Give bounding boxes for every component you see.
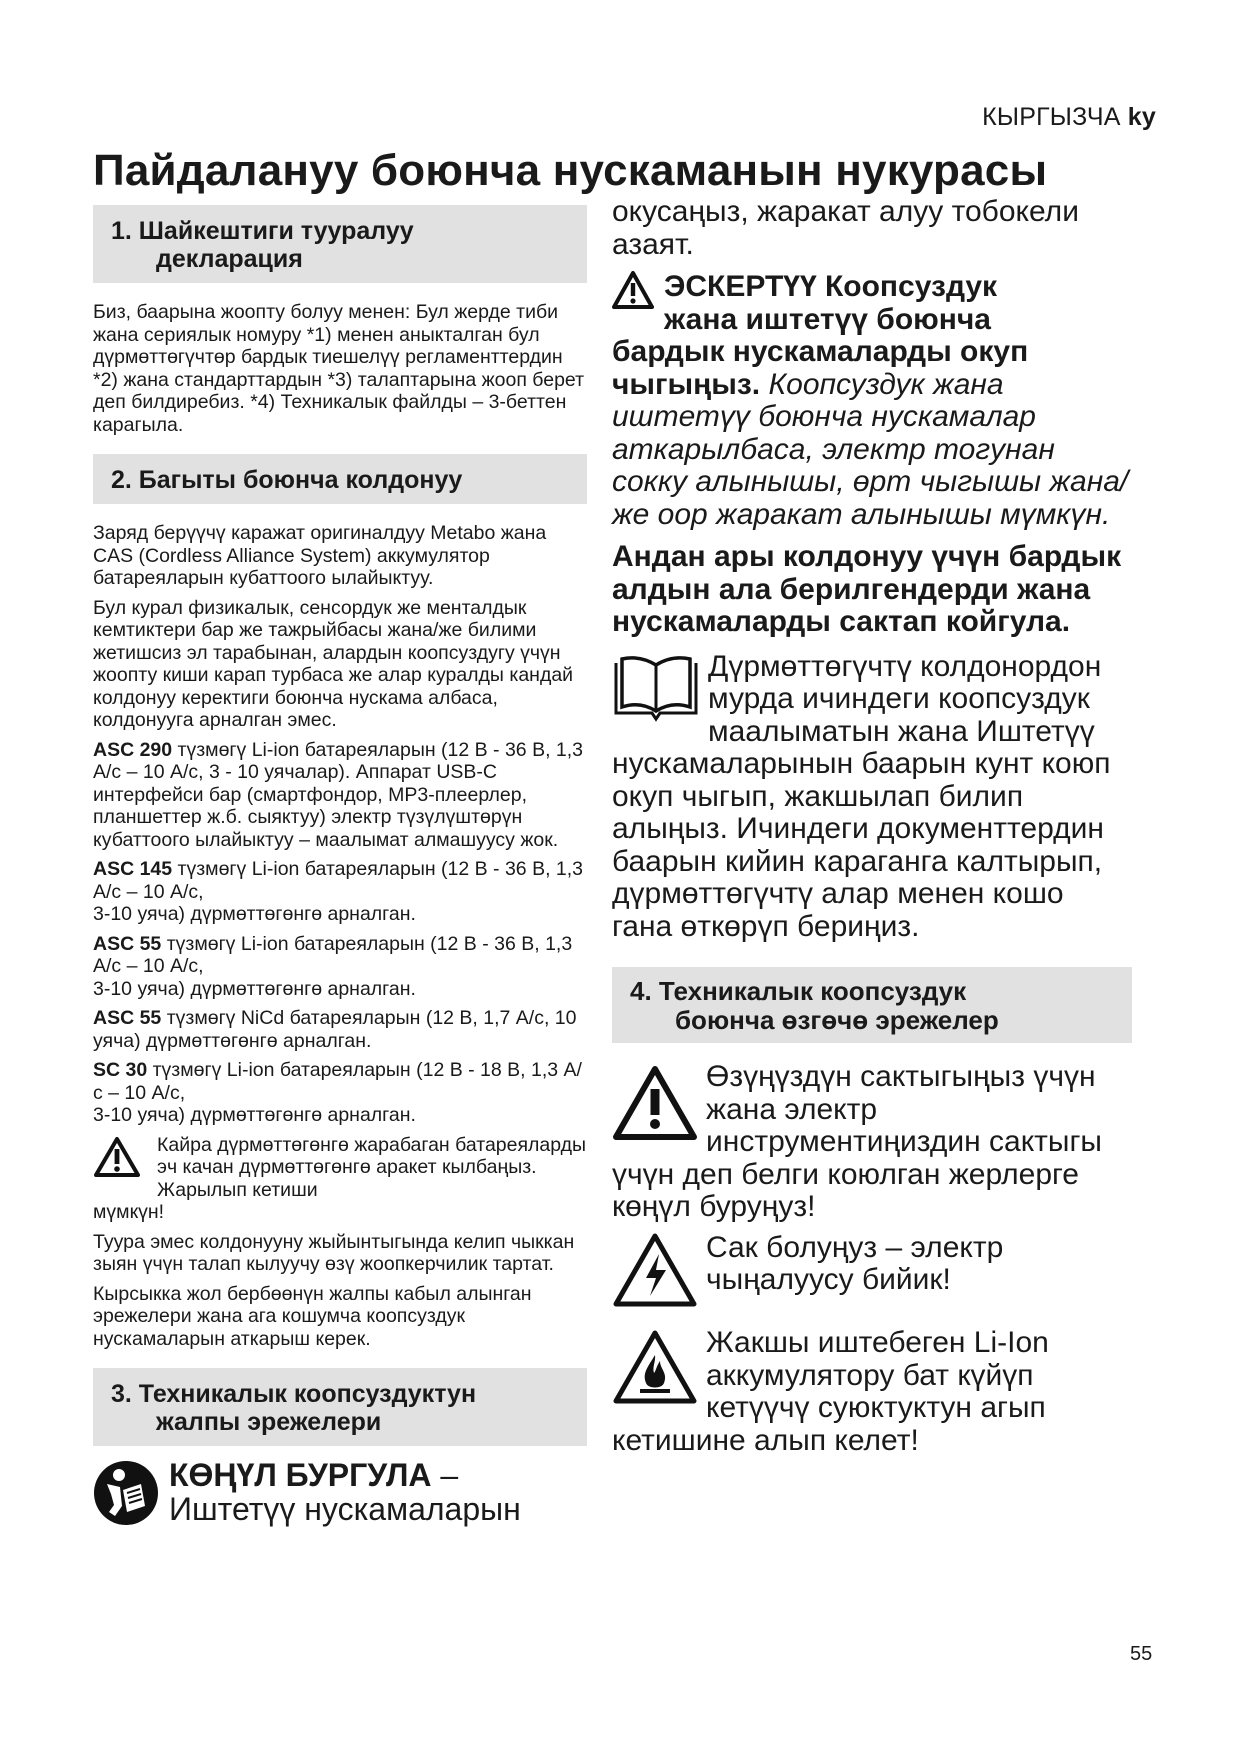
open-book-icon bbox=[612, 653, 700, 731]
book-note: Дүрмөттөгүчтү колдонордон мурда ичиндеги коопсуздук маалыматын жана Иштетүү нускамаларынын баарын кунт коюп окуп чыгып, жакшылап билип алыңыз. Ичиндеги документтердин баарын кийин караганга калтырып, дүрмөттөгүчтү алар менен кошо гана өткөрүп бериңиз. bbox=[612, 649, 1111, 943]
read-manual-icon bbox=[93, 1460, 159, 1532]
section-1-heading: 1. Шайкештиги тууралуу декларация bbox=[93, 205, 587, 283]
left-column bbox=[93, 205, 587, 1534]
attention-note: Өзүңүздүн сактыгыңыз үчүн жана электр инструментиңиздин сактыгы үчүн деп белги коюлган жерлерге көңүл буруңуз! bbox=[612, 1060, 1102, 1223]
attention-block: КӨҢҮЛ БУРГУЛА – Иштетүү нускамаларын bbox=[93, 1458, 587, 1534]
safety-warning-block: ЭСКЕРТҮҮ Коопсуздук жана иштетүү боюнча бардык нускамаларды окуп чыгыңыз. Коопсуздук жана иштетүү боюнча нускамалар аткарылбаса, электр тогунан сокку алынышы, өрт чыгышы жана/же оор жаракат алынышы мүмкүн. bbox=[612, 270, 1129, 531]
asc290-desc: ASC 290 түзмөгү Li-ion батареяларын (12 В - 36 В, 1,3 А/с – 10 А/с, 3 - 10 уячалар). Аппарат USB-C интерфейси бар (смартфондор, MP3-плеерлер, планшеттер ж.б. сыяктуу) электр түзүлүштөрүн кубаттоого ылайыктуу – маалымат алмашуусу жок. bbox=[93, 738, 584, 851]
asc55-nicd-desc: ASC 55 түзмөгү NiCd батареяларын (12 В, 1,7 А/с, 10 уяча) дүрмөттөгөнгө арналган. bbox=[93, 1007, 577, 1052]
asc145-desc: ASC 145 түзмөгү Li-ion батареяларын (12 В - 36 В, 1,3 А/с – 10 А/с, 3-10 уяча) дүрмөттөгөнгө арналган. bbox=[93, 858, 584, 925]
asc55-desc: ASC 55 түзмөгү Li-ion батареяларын (12 В - 36 В, 1,3 А/с – 10 А/с, 3-10 уяча) дүрмөттөгөнгө арналган. bbox=[93, 932, 573, 1000]
voltage-note: Сак болуңуз – электр чыңалуусу бийик! bbox=[612, 1232, 1132, 1316]
section-3-heading: 3. Техникалык коопсуздуктун жалпы эрежелери bbox=[93, 1368, 587, 1446]
warning-triangle-icon bbox=[612, 1065, 698, 1149]
battery-warning: Кайра дүрмөттөгөнгө жарабаган батареяларды эч качан дүрмөттөгөнгө аракет кылбаңыз. Жарылып кетиши мүмкүн! bbox=[93, 1133, 587, 1223]
flammable-icon bbox=[612, 1329, 698, 1413]
language-header: КЫРГЫЗЧА ky bbox=[982, 103, 1156, 131]
high-voltage-icon bbox=[612, 1232, 698, 1316]
sc30-desc: SC 30 түзмөгү Li-ion батареяларын (12 В - 18 В, 1,3 А/с – 10 А/с, 3-10 уяча) дүрмөттөгөнгө арналган. bbox=[93, 1059, 582, 1126]
section-1-text: Биз, баарына жоопту болуу менен: Бул жерде тиби жана сериялык номуру *1) менен аныкталган бул дүрмөттөгүчтөр бардык тиешелүү регламенттердин *2) жана стандарттардын *3) талаптарына жооп берет деп билдиребиз. *4) Техникалык файлды – 3-беттен карагыла. bbox=[93, 301, 585, 436]
page-title: Пайдалануу боюнча нускаманын нукурасы bbox=[93, 146, 1048, 195]
section-3-continued: окусаңыз, жаракат алуу тобокели азаят. bbox=[612, 195, 1079, 261]
section-2-para-1: Заряд берүүчү каражат оригиналдуу Metabo жана CAS (Cordless Alliance System) аккумулятор батареяларын кубаттоого ылайыктуу. bbox=[93, 522, 547, 589]
keep-instructions-text: Андан ары колдонуу үчүн бардык алдын ала берилгендерди жана нускамаларды сактап койгула. bbox=[612, 540, 1122, 638]
warning-triangle-icon bbox=[612, 271, 654, 317]
page-number: 55 bbox=[1130, 1643, 1153, 1665]
section-2-para-2: Бул курал физикалык, сенсордук же менталдык кемтиктери бар же тажрыйбасы жана/же билими жетишсиз эл тарабынан, алардын коопсуздугу үчүн жоопту киши карап турбаса же алар куралды кандай колдонуу керектиги боюнча нускама албаса, колдонууга арналган эмес. bbox=[93, 596, 574, 731]
section-2-heading: 2. Багыты боюнча колдонуу bbox=[93, 454, 587, 504]
section-2-para-4: Кырсыкка жол бербөөнүн жалпы кабыл алынган эрежелери жана ага кошумча коопсуздук нускамаларын аткарыш керек. bbox=[93, 1282, 532, 1350]
section-4-heading: 4. Техникалык коопсуздук боюнча өзгөчө эрежелер bbox=[612, 967, 1132, 1043]
right-column bbox=[612, 196, 1132, 1457]
fire-note: Жакшы иштебеген Li-Ion аккумулятору бат күйүп кетүүчү суюктуктун агып кетишине алып келет! bbox=[612, 1326, 1049, 1457]
section-2-para-3: Туура эмес колдонууну жыйынтыгында келип чыккан зыян үчүн талап кылуучу өзү жоопкерчилик тартат. bbox=[93, 1230, 575, 1275]
warning-triangle-icon bbox=[93, 1136, 141, 1184]
